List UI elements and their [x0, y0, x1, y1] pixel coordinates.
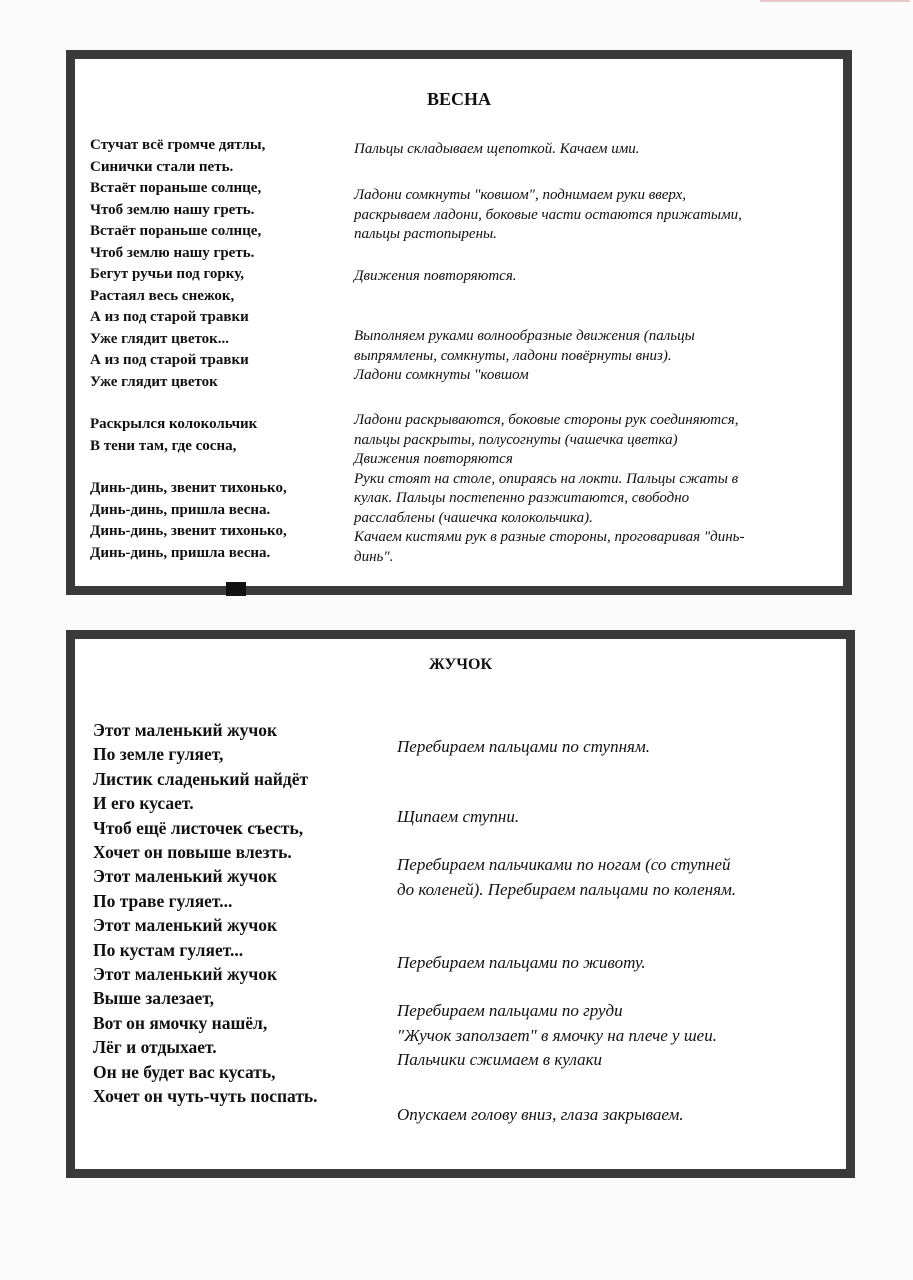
note-line: пальцы раскрыты, полусогнуты (чашечка цветка): [354, 431, 678, 448]
note-line: "Жучок заползает" в ямочку на плече у шеи.: [397, 1025, 717, 1045]
instruction-note: [354, 140, 640, 160]
verse-line: А из под старой травки: [90, 309, 249, 325]
stanza-gap: [90, 457, 287, 478]
note-line: Пальцы складываем щепоткой. Качаем ими.: [354, 141, 640, 157]
note-line: раскрываем ладони, боковые части остаются прижатыми,: [354, 206, 742, 223]
note-line: Ладони раскрываются, боковые стороны рук соединяются,: [354, 412, 739, 428]
note-line: Опускаем голову вниз, глаза закрываем.: [397, 1105, 684, 1124]
note-line: Ладони сомкнуты "ковшом: [354, 367, 529, 383]
verse-line: А из под старой травки: [90, 352, 249, 368]
verse-line: В тени там, где сосна,: [90, 437, 237, 454]
verse-line: Раскрылся колокольчик: [90, 416, 258, 432]
rhyme-card-beetle: [66, 630, 855, 1178]
verse-line: Этот маленький жучок: [93, 915, 278, 936]
note-line: Выполняем руками волнообразные движения (пальцы: [354, 328, 695, 344]
note-line: Перебираем пальцами по ступням.: [397, 737, 650, 756]
verse-line: По земле гуляет,: [93, 744, 224, 765]
note-line: Пальчики сжимаем в кулаки: [397, 1050, 603, 1069]
instruction-note: [397, 1103, 684, 1128]
verse-line: Чтоб землю нашу греть.: [90, 244, 255, 261]
note-line: Руки стоят на столе, опираясь на локти. Пальцы сжаты в: [354, 470, 739, 487]
verse-line: Хочет он чуть-чуть поспать.: [93, 1086, 318, 1107]
verse-line: Динь-динь, звенит тихонько,: [90, 523, 287, 539]
verse-line: Растаял весь снежок,: [90, 287, 235, 304]
note-line: Движения повторяются.: [354, 268, 517, 284]
verse-line: Динь-динь, пришла весна.: [90, 544, 271, 561]
verse-line: По кустам гуляет...: [93, 939, 244, 960]
instruction-note: [397, 951, 646, 976]
note-line: пальцы растопырены.: [354, 226, 497, 242]
card-title: ЖУЧОК: [428, 656, 493, 673]
verse-line: Чтоб ещё листочек съесть,: [93, 817, 304, 838]
note-line: до коленей). Перебираем пальцами по коленям.: [397, 879, 737, 899]
instruction-note: [397, 853, 736, 902]
verse-line: Бегут ручьи под горку,: [90, 266, 244, 282]
note-line: Щипаем ступни.: [397, 807, 520, 826]
note-line: динь".: [354, 548, 394, 565]
instruction-note: [397, 805, 519, 830]
verse-line: Этот маленький жучок: [93, 720, 278, 740]
verse-line: Выше залезает,: [93, 988, 214, 1009]
verse-line: Он не будет вас кусать,: [93, 1061, 276, 1082]
instruction-note: [354, 411, 745, 567]
note-line: Перебираем пальцами по груди: [397, 1001, 623, 1020]
stanza-gap: [90, 393, 287, 414]
verse-line: Этот маленький жучок: [93, 964, 278, 985]
card-title: ВЕСНА: [426, 89, 491, 109]
verse-line: Встаёт пораньше солнце,: [90, 180, 262, 196]
verse-line: Листик сладенький найдёт: [93, 768, 309, 789]
instruction-note: [397, 735, 650, 760]
note-line: Перебираем пальцами по животу.: [397, 953, 646, 972]
instruction-note: [354, 267, 517, 287]
note-line: выпрямлены, сомкнуты, ладони повёрнуты вниз).: [354, 347, 672, 364]
note-line: расслаблены (чашечка колокольчика).: [354, 509, 593, 526]
instruction-note: [354, 186, 742, 245]
note-line: Перебираем пальчиками по ногам (со ступней: [397, 855, 731, 874]
instruction-note: [397, 999, 717, 1073]
verse-line: Вот он ямочку нашёл,: [93, 1012, 268, 1033]
verse-line: Хочет он повыше влезть.: [93, 842, 292, 863]
instruction-note: [354, 327, 695, 386]
note-line: Качаем кистями рук в разные стороны, проговаривая "динь-: [354, 529, 745, 545]
verse-text: [93, 718, 318, 1109]
note-line: Ладони сомкнуты "ковшом", поднимаем руки вверх,: [354, 187, 686, 203]
rhyme-card-spring: [66, 50, 852, 595]
note-line: Движения повторяются: [354, 451, 513, 467]
verse-line: Лёг и отдыхает.: [93, 1037, 217, 1058]
page-edge-mark: [760, 0, 910, 2]
verse-line: Уже глядит цветок...: [90, 330, 230, 347]
verse-line: Этот маленький жучок: [93, 866, 278, 887]
verse-line: Чтоб землю нашу греть.: [90, 201, 255, 218]
verse-line: И его кусает.: [93, 793, 194, 814]
note-line: кулак. Пальцы постепенно разжитаются, свободно: [354, 490, 690, 506]
verse-line: По траве гуляет...: [93, 890, 233, 911]
verse-text: [90, 135, 287, 564]
verse-line: Стучат всё громче дятлы,: [90, 137, 266, 153]
scan-artifact-mark: [226, 582, 246, 596]
verse-line: Встаёт пораньше солнце,: [90, 223, 262, 239]
verse-line: Динь-динь, звенит тихонько,: [90, 480, 287, 496]
verse-line: Динь-динь, пришла весна.: [90, 501, 271, 518]
verse-line: Уже глядит цветок: [90, 373, 218, 390]
verse-line: Синички стали петь.: [90, 158, 234, 175]
